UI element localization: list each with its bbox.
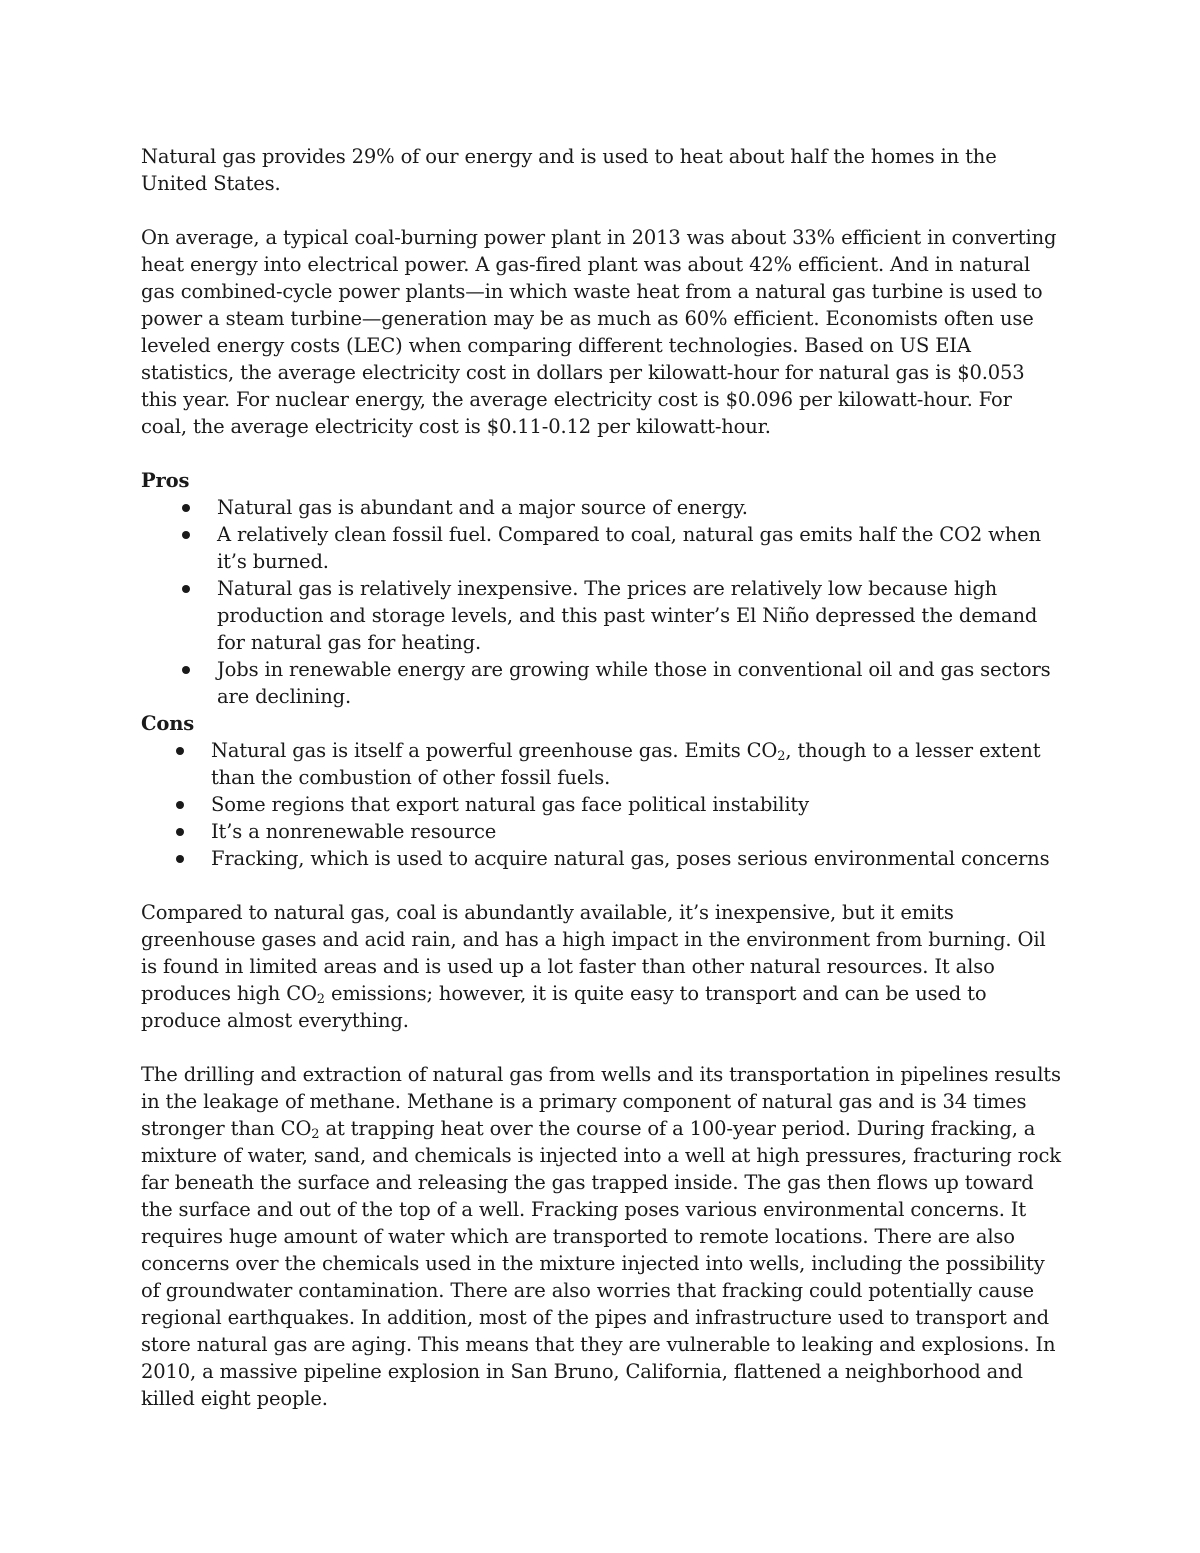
subscript: 2 [311,1127,320,1142]
comparison-paragraph [141,899,1061,1034]
bullet-icon [182,504,190,512]
paragraph-gap [141,1034,1061,1061]
bullet-icon [182,585,190,593]
efficiency-paragraph: On average, a typical coal-burning power plant in 2013 was about 33% efficient in converting heat energy into electrical power. A gas-fired plant was about 42% efficient. And in natural gas combined-cycle power plants—in which waste heat from a natural gas turbine is used to power a steam turbine—generation may be as much as 60% efficient. Economists often use leveled energy costs (LEC) when comparing different technologies. Based on US EIA statistics, the average electricity cost in dollars per kilowatt-hour for natural gas is $0.053 this year. For nuclear energy, the average electricity cost is $0.096 per kilowatt-hour. For coal, the average electricity cost is $0.11-0.12 per kilowatt-hour. [141,226,1057,438]
cons-item-text: It’s a nonrenewable resource [211,820,497,843]
bullet-icon [176,828,184,836]
list-item [141,845,1061,872]
list-item [141,521,1061,575]
bullet-icon [176,747,184,755]
cons-item-text-part: Natural gas is itself a powerful greenhouse gas. Emits CO [211,739,778,762]
cons-item-text-part: , though to a lesser extent than the combustion of other fossil fuels. [211,739,1041,789]
pros-item-text: A relatively clean fossil fuel. Compared to coal, natural gas emits half the CO2 when it’s burned. [217,523,1041,573]
list-item [141,737,1061,791]
list-item [141,494,1061,521]
pros-item-text: Natural gas is abundant and a major source of energy. [217,496,748,519]
list-item [141,656,1061,710]
paragraph-gap [141,440,1061,467]
bullet-icon [176,801,184,809]
cons-item-text: Some regions that export natural gas face political instability [211,793,809,816]
cons-item-text: Fracking, which is used to acquire natural gas, poses serious environmental concerns [211,847,1050,870]
cons-list [141,737,1061,872]
comparison-text: emissions; however, it is quite easy to transport and can be used to produce almost everything. [141,982,987,1032]
comparison-text: Compared to natural gas, coal is abundantly available, it’s inexpensive, but it emits greenhouse gases and acid rain, and has a high impact in the environment from burning. Oil is found in limited areas and is used up a lot faster than other natural resources. It also produces high CO [141,901,1046,1005]
cons-item-text [211,739,1040,789]
bullet-icon [182,531,190,539]
list-item [141,818,1061,845]
pros-item-text: Jobs in renewable energy are growing while those in conventional oil and gas sectors are declining. [217,658,1051,708]
pros-heading: Pros [141,469,190,492]
pros-item-text: Natural gas is relatively inexpensive. The prices are relatively low because high production and storage levels, and this past winter’s El Niño depressed the demand for natural gas for heating. [217,577,1038,654]
drilling-text: at trapping heat over the course of a 100-year period. During fracking, a mixture of water, sand, and chemicals is injected into a well at high pressures, fracturing rock far beneath the surface and releasing the gas trapped inside. The gas then flows up toward the surface and out of the top of a well. Fracking poses various environmental concerns. It requires huge amount of water which are transported to remote locations. There are also concerns over the chemicals used in the mixture injected into wells, including the possibility of groundwater contamination. There are also worries that fracking could potentially cause regional earthquakes. In addition, most of the pipes and infrastructure used to transport and store natural gas are aging. This means that they are vulnerable to leaking and explosions. In 2010, a massive pipeline explosion in San Bruno, California, flattened a neighborhood and killed eight people. [141,1117,1061,1410]
document-page [141,143,1061,1412]
cons-heading: Cons [141,712,195,735]
subscript: 2 [316,992,325,1007]
list-item [141,791,1061,818]
list-item [141,575,1061,656]
pros-list [141,494,1061,710]
bullet-icon [182,666,190,674]
paragraph-gap [141,197,1061,224]
subscript: 2 [777,749,786,764]
bullet-icon [176,855,184,863]
intro-paragraph: Natural gas provides 29% of our energy and is used to heat about half the homes in the United States. [141,145,997,195]
drilling-text: The drilling and extraction of natural gas from wells and its transportation in pipelines results in the leakage of methane. Methane is a primary component of natural gas and is 34 times stronger than CO [141,1063,1061,1140]
paragraph-gap [141,872,1061,899]
drilling-paragraph [141,1061,1061,1412]
